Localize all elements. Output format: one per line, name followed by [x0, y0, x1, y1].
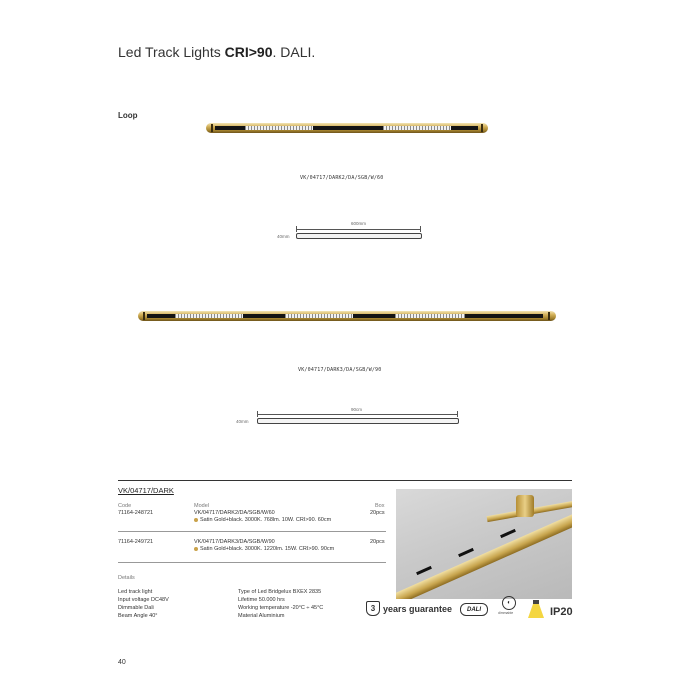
title-text: Led Track Lights [118, 44, 225, 60]
page-number: 40 [118, 659, 126, 666]
guarantee-text: years guarantee [383, 603, 453, 614]
dimmable-label: dimmable [498, 611, 514, 615]
row2-box: 20pcs [370, 539, 385, 545]
details-right-4: Material Aluminium [238, 613, 285, 619]
product1-height-label: 40mm [277, 234, 290, 239]
dimmable-icon: ◐ [502, 596, 516, 610]
details-right-1: Type of Led Bridgelux BXEX 2835 [238, 589, 322, 595]
title-cri: CRI>90 [224, 44, 273, 60]
satin-gold-swatch-icon [194, 547, 198, 551]
product1-dim-line [296, 229, 420, 230]
dali-logo-icon: DALI [460, 603, 488, 616]
product2-code: VK/04717/DARK3/DA/SGB/W/90 [298, 367, 382, 373]
track-light-90-image [138, 311, 556, 321]
col-box: Box [375, 503, 385, 509]
details-left-1: Led track light [118, 589, 153, 595]
row1-code: 71164-248721 [118, 510, 154, 516]
product2-dim-line [257, 414, 457, 415]
product1-profile [296, 233, 422, 239]
satin-gold-swatch-icon [194, 518, 198, 522]
details-right-2: Lifetime 50.000 hrs [238, 597, 285, 603]
section-label: Loop [118, 111, 138, 120]
row1-desc: Satin Gold+black. 3000K. 768lm. 10W. CRI>90. 60cm [194, 517, 331, 523]
shield-icon: 3 [366, 601, 380, 616]
ip-rating: IP20 [550, 606, 573, 618]
guarantee-badge [366, 601, 452, 616]
table-row [118, 510, 153, 516]
table-row-divider [118, 531, 386, 532]
row2-desc: Satin Gold+black. 3000K. 1220lm. 15W. CRI>90. 90cm [194, 546, 334, 552]
beam-lamp-icon [526, 600, 546, 620]
table-header: VK/04717/DARK [118, 486, 174, 495]
table-top-rule [118, 480, 572, 481]
table-row [118, 539, 153, 545]
row1-model: VK/04717/DARK2/DA/SGB/W/60 [194, 510, 275, 516]
table-bottom-rule [118, 562, 386, 563]
details-left-3: Dimmable Dali [118, 605, 154, 611]
product1-dim-label: 600mm [351, 221, 367, 226]
row2-code: 71164-249721 [118, 539, 154, 545]
col-model: Model [194, 503, 209, 509]
track-light-60-image [206, 123, 488, 133]
product2-profile [257, 418, 459, 424]
page-title [118, 44, 315, 60]
details-heading: Details [118, 575, 135, 581]
title-dali: . DALI. [272, 44, 316, 60]
product1-code: VK/04717/DARK2/DA/SGB/W/60 [300, 175, 384, 181]
details-right-3: Working temperature -20°C ÷ 45°C [238, 605, 324, 611]
product2-height-label: 40mm [236, 419, 249, 424]
details-left-4: Beam Angle 40° [118, 613, 158, 619]
product2-dim-label: 90cm [351, 407, 363, 412]
row1-box: 20pcs [370, 510, 385, 516]
row2-model: VK/04717/DARK3/DA/SGB/W/90 [194, 539, 275, 545]
col-code: Code [118, 503, 132, 509]
details-left-2: Input voltage DC48V [118, 597, 169, 603]
product-photo [396, 489, 572, 599]
